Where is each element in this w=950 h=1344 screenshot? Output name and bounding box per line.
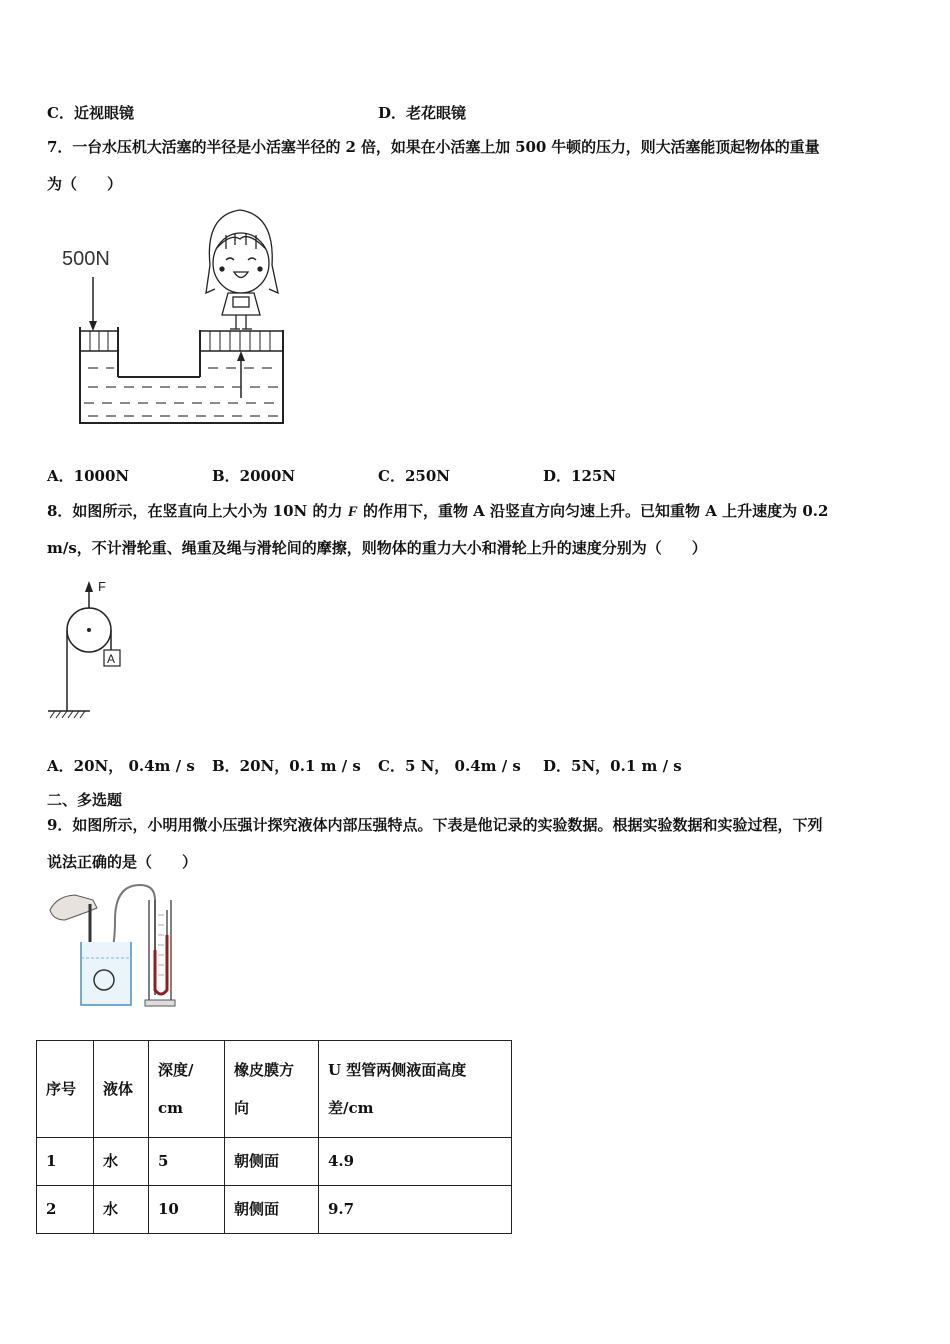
q9-stem-line2: 说法正确的是（ ） (47, 853, 198, 871)
table-row: 2 水 10 朝侧面 9.7 (37, 1186, 512, 1234)
q8-stem-line1: 8．如图所示，在竖直向上大小为 10N 的力 F 的作用下，重物 A 沿竖直方向匀速上升。已知重物 A 上升速度为 0.2 (47, 502, 829, 520)
q8-option-b: B．20N，0.1 m / s (212, 757, 361, 775)
q7-stem-line1: 7．一台水压机大活塞的半径是小活塞半径的 2 倍，如果在小活塞上加 500 牛顿的压力，则大活塞能顶起物体的重量 (47, 138, 820, 156)
table-row: 1 水 5 朝侧面 4.9 (37, 1138, 512, 1186)
pulley-figure (40, 575, 140, 725)
q8-stem-line2: m/s，不计滑轮重、绳重及绳与滑轮间的摩擦，则物体的重力大小和滑轮上升的速度分别为（ ） (47, 539, 707, 557)
q9-stem-line1: 9．如图所示，小明用微小压强计探究液体内部压强特点。下表是他记录的实验数据。根据实验数据和实验过程，下列 (47, 816, 823, 834)
q7-option-b: B．2000N (212, 467, 296, 485)
table-header-row (37, 1041, 512, 1138)
q8-option-d: D．5N，0.1 m / s (543, 757, 682, 775)
q6-option-d: D．老花眼镜 (378, 104, 467, 122)
press-force-label: 500N (62, 248, 110, 270)
experiment-table (36, 1040, 512, 1234)
girl-cartoon-icon (206, 210, 278, 329)
q7-option-d: D．125N (543, 467, 617, 485)
header-liquid: 液体 (94, 1041, 149, 1138)
force-symbol: F (347, 504, 358, 520)
pulley-force-label: F (98, 579, 106, 594)
hydraulic-press-figure (50, 205, 300, 430)
header-height-diff: U 型管两侧液面高度 差/cm (319, 1041, 512, 1138)
q7-option-a: A．1000N (47, 467, 130, 485)
q8-option-a: A．20N， 0.4m / s (47, 757, 195, 775)
q8-option-c: C．5 N， 0.4m / s (378, 757, 521, 775)
pressure-gauge-figure (45, 880, 185, 1015)
q7-stem-line2: 为（ ） (47, 175, 123, 193)
header-depth: 深度/ cm (149, 1041, 225, 1138)
header-index: 序号 (37, 1041, 94, 1138)
header-membrane: 橡皮膜方 向 (225, 1041, 319, 1138)
section-title: 二、多选题 (47, 791, 123, 809)
q7-option-c: C．250N (378, 467, 450, 485)
q6-option-c: C．近视眼镜 (47, 104, 134, 122)
pulley-block-label: A (107, 652, 116, 666)
